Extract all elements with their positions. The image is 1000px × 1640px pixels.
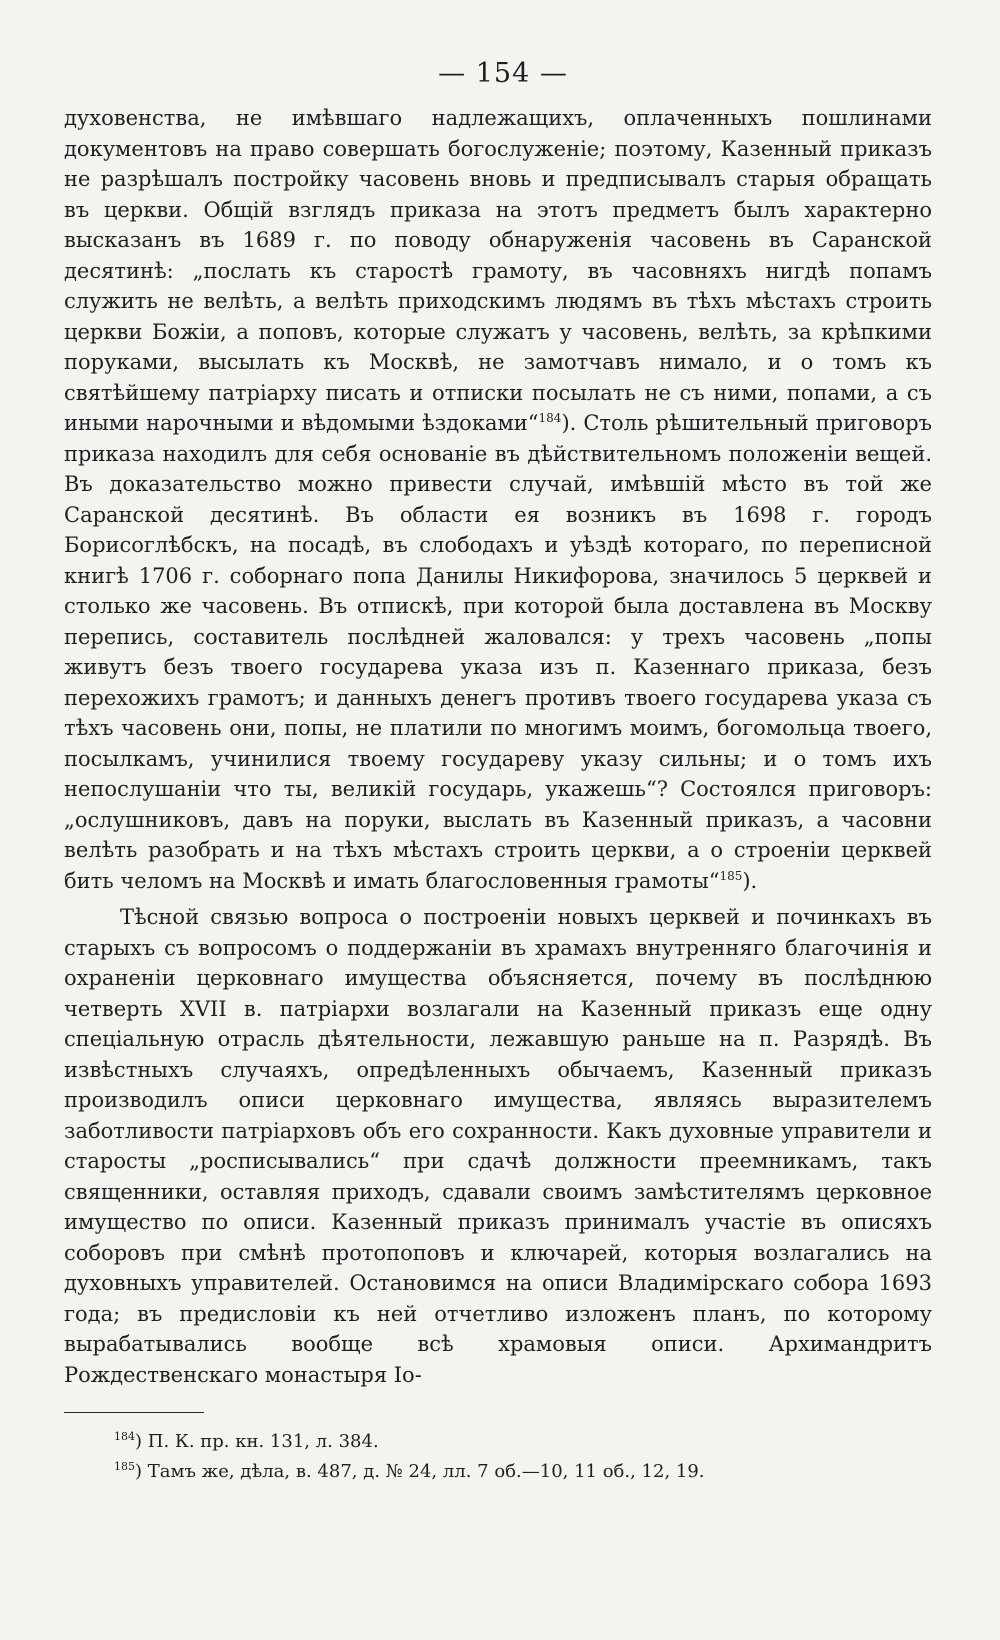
paragraph-1-text-c: ). [742,868,758,893]
footnote-185 [114,1457,932,1487]
footnote-text: ) П. К. пр. кн. 131, л. 384. [135,1431,379,1452]
paragraph-1 [64,103,932,896]
body-text [64,103,932,1390]
footnotes [64,1427,932,1487]
paragraph-2: Тѣсной связью вопроса о построеніи новыхъ церквей и починкахъ въ старыхъ съ вопросомъ о поддержаніи въ храмахъ внутренняго благочинія и охраненіи церковнаго имущества объясняется, почему въ послѣднюю четверть XVII в. патріархи возлагали на Казенный приказъ еще одну спеціальную отрасль дѣятельности, лежавшую раньше на п. Разрядѣ. Въ извѣстныхъ случаяхъ, опредѣленныхъ обычаемъ, Казенный приказъ производилъ описи церковнаго имущества, являясь выразителемъ заботливости патріарховъ объ его сохранности. Какъ духовные управители и старосты „росписывались“ при сдачѣ должности преемникамъ, такъ священники, оставляя приходъ, сдавали своимъ замѣстителямъ церковное имущество по описи. Казенный приказъ принималъ участіе въ описяхъ соборовъ при смѣнѣ протопоповъ и ключарей, которыя возлагались на духовныхъ управителей. Остановимся на описи Владимірскаго собора 1693 года; въ предисловіи къ ней отчетливо изложенъ планъ, по которому вырабатывались вообще всѣ храмовыя описи. Архимандритъ Рождественскаго монастыря Іо- [64,905,932,1387]
paragraph-1-text-a: духовенства, не имѣвшаго надлежащихъ, оплаченныхъ пошлинами документовъ на право совершать богослуженіе; поэтому, Казенный приказъ не разрѣшалъ постройку часовень вновь и предписывалъ старыя обращать въ церкви. Общій взглядъ приказа на этотъ предметъ былъ характерно высказанъ въ 1689 г. по поводу обнаруженія часовень въ Саранской десятинѣ: „послать къ старостѣ грамоту, въ часовняхъ нигдѣ попамъ служить не велѣть, а велѣть приходскимъ людямъ въ тѣхъ мѣстахъ строить церкви Божіи, а поповъ, которые служатъ у часовень, велѣть, за крѣпкими поруками, высылать къ Москвѣ, не замотчавъ нимало, и о томъ къ святѣйшему патріарху писать и отписки посылать не съ ними, попами, а съ иными нарочными и вѣдомыми ѣздоками“ [64,106,932,435]
paragraph-1-text-b: ). Столь рѣшительный приговоръ приказа находилъ для себя основаніе въ дѣйствительномъ положеніи вещей. Въ доказательство можно привести случай, имѣвшій мѣсто въ той же Саранской десятинѣ. Въ области ея возникъ въ 1698 г. городъ Борисоглѣбскъ, на посадѣ, въ слободахъ и уѣздѣ котораго, по переписной книгѣ 1706 г. соборнаго попа Данилы Никифорова, значилось 5 церквей и столько же часовень. Въ отпискѣ, при которой была доставлена въ Москву перепись, составитель послѣдней жаловался: у трехъ часовень „попы живутъ безъ твоего государева указа изъ п. Казеннаго приказа, безъ перехожихъ грамотъ; и данныхъ денегъ противъ твоего государева указа съ тѣхъ часовень они, попы, не платили по многимъ моимъ, богомольца твоего, посылкамъ, учинилися твоему государеву указу сильны; и о томъ ихъ непослушаніи что ты, великій государь, укажешь“? Состоялся приговоръ: „ослушниковъ, давъ на поруки, выслать въ Казенный приказъ, а часовни велѣть разобрать и на тѣхъ мѣстахъ строить церкви, а о строеніи церквей бить челомъ на Москвѣ и имать благословенныя грамоты“ [64,411,933,893]
footnote-divider [64,1412,204,1413]
footnote-184 [114,1427,932,1457]
footnote-ref-185: 185 [719,868,743,883]
footnote-mark: 185 [114,1460,135,1473]
footnote-ref-184: 184 [538,411,562,425]
page-number: — 154 — [438,58,568,89]
footnote-text: ) Тамъ же, дѣла, в. 487, д. № 24, лл. 7 об.—10, 11 об., 12, 19. [135,1461,705,1482]
footnote-mark: 184 [114,1430,135,1443]
